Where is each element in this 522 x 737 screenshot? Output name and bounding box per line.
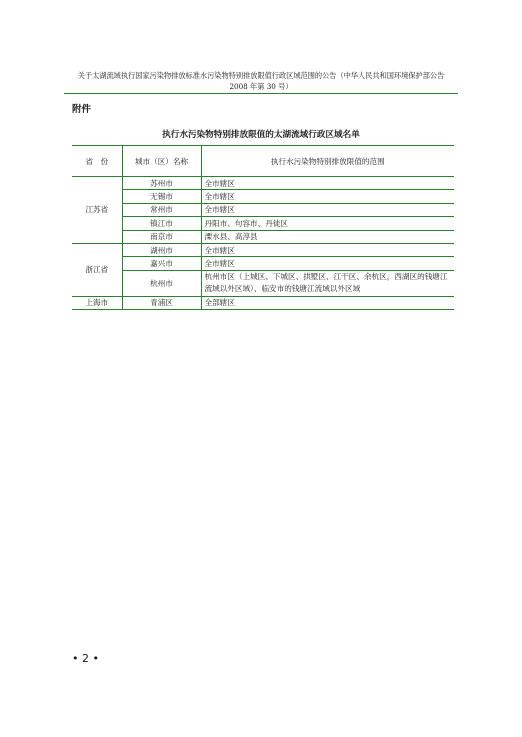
scope-cell: 溧水县、高淳县	[201, 230, 454, 243]
scope-cell: 全市辖区	[201, 203, 454, 216]
page-number: • 2 •	[72, 652, 99, 665]
province-cell: 浙江省	[72, 243, 122, 296]
province-cell: 江苏省	[72, 177, 122, 244]
header-line-1: 关于太湖流域执行国家污染物排放标准水污染物特别排放限值行政区域范围的公告（中华人民共和国环境保护部公告	[77, 71, 445, 80]
scope-cell: 全部辖区	[201, 296, 454, 309]
scope-cell: 全市辖区	[201, 257, 454, 270]
city-cell: 镇江市	[122, 217, 201, 230]
header-rule	[64, 93, 458, 94]
table-row	[72, 243, 454, 256]
table-row	[72, 296, 454, 309]
scope-cell: 全市辖区	[201, 177, 454, 190]
city-cell: 湖州市	[122, 243, 201, 256]
column-header-province: 省 份	[72, 146, 122, 177]
scope-cell: 杭州市区（上城区、下城区、拱墅区、江干区、余杭区，西湖区的钱塘江流域以外区域）、临安市的钱塘江流域以外区域	[201, 270, 454, 296]
region-table	[72, 145, 454, 310]
table-header-row	[72, 146, 454, 177]
table-row	[72, 203, 454, 216]
table-row	[72, 230, 454, 243]
table-row	[72, 257, 454, 270]
city-cell: 杭州市	[122, 270, 201, 296]
scope-cell: 全市辖区	[201, 190, 454, 203]
city-cell: 南京市	[122, 230, 201, 243]
province-cell: 上海市	[72, 296, 122, 309]
table-row	[72, 270, 454, 296]
document-title: 执行水污染物特别排放限值的太湖流域行政区域名单	[162, 130, 360, 140]
table-row	[72, 190, 454, 203]
table-row	[72, 217, 454, 230]
header-line-2: 2008 年第 30 号）	[229, 82, 293, 91]
scope-cell: 全市辖区	[201, 243, 454, 256]
column-header-scope: 执行水污染物特别排放限值的范围	[201, 146, 454, 177]
city-cell: 常州市	[122, 203, 201, 216]
city-cell: 青浦区	[122, 296, 201, 309]
scope-cell: 丹阳市、句容市、丹徒区	[201, 217, 454, 230]
running-header	[64, 70, 458, 92]
column-header-city: 城市（区）名称	[122, 146, 201, 177]
city-cell: 无锡市	[122, 190, 201, 203]
city-cell: 苏州市	[122, 177, 201, 190]
city-cell: 嘉兴市	[122, 257, 201, 270]
table-row	[72, 177, 454, 190]
attachment-label: 附件	[72, 104, 92, 115]
